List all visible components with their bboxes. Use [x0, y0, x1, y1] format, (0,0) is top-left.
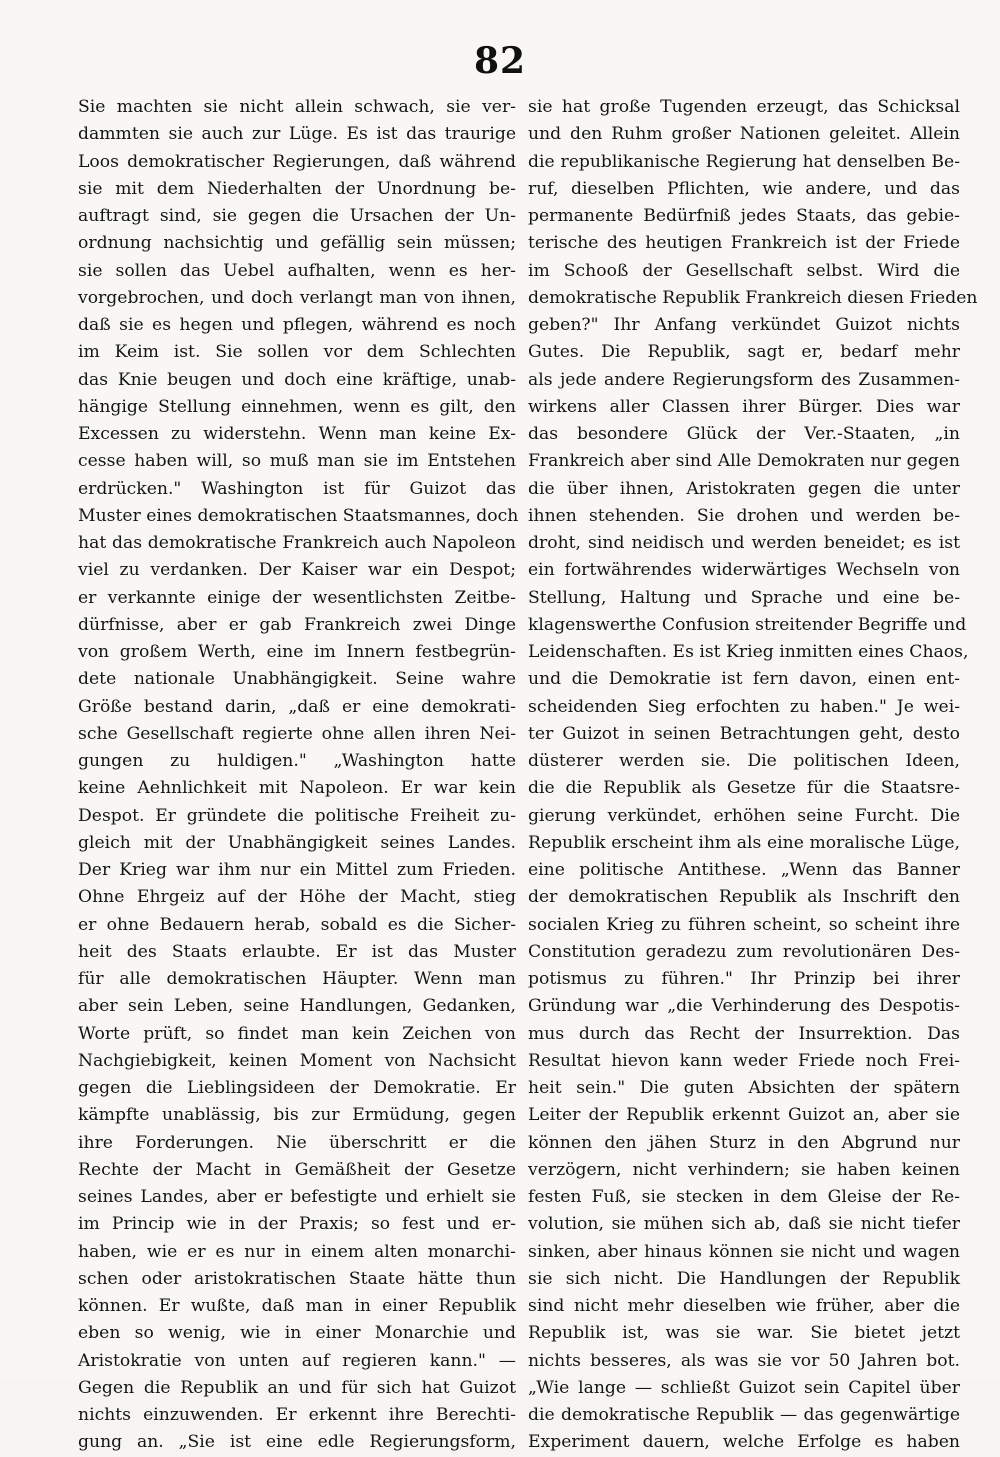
text-line: gungen zu huldigen." „Washington hatte	[78, 751, 516, 771]
text-line: und den Ruhm großer Nationen geleitet. Allein	[528, 124, 960, 145]
text-line: Republik ist, was sie war. Sie bietet jetzt	[528, 1323, 960, 1344]
text-line: sie hat große Tugenden erzeugt, das Schicksal	[528, 97, 960, 117]
text-line: scheidenden Sieg erfochten zu haben." Je wei-	[528, 696, 960, 717]
text-line: ter Guizot in seinen Betrachtungen geht, desto	[528, 723, 960, 744]
text-line: und die Demokratie ist fern davon, einen ent-	[528, 669, 960, 690]
text-line: Größe bestand darin, „daß er eine demokrati-	[78, 696, 516, 717]
text-line: gleich mit der Unabhängigkeit seines Landes.	[78, 832, 516, 853]
text-line: droht, sind neidisch und werden beneidet; es ist	[528, 533, 960, 553]
text-line: Muster eines demokratischen Staatsmannes, doch	[78, 505, 519, 526]
text-line: Nachgiebigkeit, keinen Moment von Nachsicht	[78, 1050, 516, 1071]
text-line: ordnung nachsichtig und gefällig sein müssen;	[78, 233, 516, 254]
text-line: Constitution geradezu zum revolutionären Des-	[528, 941, 960, 962]
text-line: können den jähen Sturz in den Abgrund nur	[528, 1132, 960, 1153]
text-line: Gründung war „die Verhinderung des Despotis-	[528, 996, 960, 1017]
text-line: permanente Bedürfniß jedes Staats, das gebie-	[528, 206, 960, 226]
text-line: haben, wie er es nur in einem alten monarchi-	[78, 1241, 516, 1262]
text-line: terische des heutigen Frankreich ist der Friede	[528, 233, 960, 254]
text-line: das besondere Glück der Ver.-Staaten, „in	[528, 424, 960, 444]
text-line: die die Republik als Gesetze für die Staatsre-	[528, 778, 960, 799]
text-line: verzögern, nicht verhindern; sie haben keinen	[528, 1159, 960, 1180]
text-line: Worte prüft, so findet man kein Zeichen von	[78, 1023, 516, 1044]
text-line: socialen Krieg zu führen scheint, so scheint ihre	[528, 914, 960, 935]
text-line: Gegen die Republik an und für sich hat Guizot	[78, 1377, 516, 1398]
text-line: ihre Forderungen. Nie überschritt er die	[78, 1132, 516, 1153]
text-line: Experiment dauern, welche Erfolge es haben	[528, 1432, 960, 1453]
text-line: Rechte der Macht in Gemäßheit der Gesetze	[78, 1159, 516, 1180]
text-line: eben so wenig, wie in einer Monarchie und	[78, 1323, 516, 1344]
text-line: können. Er wußte, daß man in einer Republik	[78, 1296, 516, 1316]
text-line: Despot. Er gründete die politische Freiheit zu-	[78, 805, 516, 826]
text-line: er verkannte einige der wesentlichsten Zeitbe-	[78, 587, 516, 608]
text-line: mus durch das Recht der Insurrektion. Das	[528, 1023, 960, 1044]
text-line: eine politische Antithese. „Wenn das Banner	[528, 860, 960, 880]
text-line: keine Aehnlichkeit mit Napoleon. Er war kein	[78, 778, 516, 799]
text-line: volution, sie mühen sich ab, daß sie nicht tiefer	[528, 1214, 960, 1235]
text-line: schen oder aristokratischen Staate hätte thun	[78, 1268, 516, 1289]
text-line: daß sie es hegen und pflegen, während es noch	[78, 315, 516, 335]
text-line: heit sein." Die guten Absichten der spätern	[528, 1078, 960, 1098]
text-line: viel zu verdanken. Der Kaiser war ein Despot;	[78, 560, 516, 581]
text-line: hängige Stellung einnehmen, wenn es gilt, den	[78, 396, 516, 417]
text-line: im Princip wie in der Praxis; so fest und er-	[78, 1214, 516, 1235]
text-line: dürfnisse, aber er gab Frankreich zwei Dinge	[78, 614, 516, 635]
text-line: potismus zu führen." Ihr Prinzip bei ihrer	[528, 969, 960, 989]
text-line: demokratische Republik Frankreich diesen Frieden	[528, 287, 978, 308]
text-line: die republikanische Regierung hat denselben Be-	[528, 151, 960, 172]
text-line: Loos demokratischer Regierungen, daß während	[78, 151, 516, 172]
text-line: vorgebrochen, und doch verlangt man von ihnen,	[78, 287, 516, 308]
text-line: das Knie beugen und doch eine kräftige, unab-	[78, 369, 516, 390]
text-line: im Keim ist. Sie sollen vor dem Schlechten	[78, 342, 516, 363]
text-line: gung an. „Sie ist eine edle Regierungsform,	[78, 1432, 516, 1453]
text-line: sinken, aber hinaus können sie nicht und wagen	[528, 1241, 960, 1262]
text-line: die demokratische Republik — das gegenwärtige	[528, 1405, 960, 1425]
text-line: Sie machten sie nicht allein schwach, sie ver-	[78, 97, 516, 117]
text-line: seines Landes, aber er befestigte und erhielt sie	[78, 1187, 516, 1207]
right-text-column	[528, 94, 978, 1457]
text-line: die über ihnen, Aristokraten gegen die unter	[528, 478, 960, 499]
text-line: Leidenschaften. Es ist Krieg inmitten eines Chaos,	[528, 642, 969, 662]
text-line: Gutes. Die Republik, sagt er, bedarf mehr	[528, 342, 960, 363]
text-line: düsterer werden sie. Die politischen Ideen,	[528, 751, 960, 771]
text-line: Frankreich aber sind Alle Demokraten nur gegen	[528, 451, 960, 472]
left-text-column	[78, 94, 519, 1457]
text-line: cesse haben will, so muß man sie im Entstehen	[78, 451, 516, 472]
text-line: heit des Staats erlaubte. Er ist das Muster	[78, 941, 516, 962]
text-line: als jede andere Regierungsform des Zusammen-	[528, 369, 960, 390]
text-line: auftragt sind, sie gegen die Ursachen der Un-	[78, 206, 516, 226]
text-line: Ohne Ehrgeiz auf der Höhe der Macht, stieg	[78, 887, 516, 908]
text-line: Aristokratie von unten auf regieren kann." —	[78, 1350, 516, 1371]
text-line: im Schooß der Gesellschaft selbst. Wird die	[528, 260, 960, 281]
text-line: ihnen stehenden. Sie drohen und werden be-	[528, 505, 960, 526]
text-line: „Wie lange — schließt Guizot sein Capitel über	[528, 1377, 960, 1398]
text-line: ein fortwährendes widerwärtiges Wechseln von	[528, 560, 960, 581]
text-line: gegen die Lieblingsideen der Demokratie. Er	[78, 1078, 516, 1098]
text-line: nichts einzuwenden. Er erkennt ihre Berechti-	[78, 1405, 516, 1425]
page-number: 82	[473, 40, 527, 82]
text-line: sie sich nicht. Die Handlungen der Republik	[528, 1268, 960, 1289]
text-line: geben?" Ihr Anfang verkündet Guizot nichts	[528, 315, 960, 335]
text-line: sie sollen das Uebel aufhalten, wenn es her-	[78, 260, 516, 281]
text-line: der demokratischen Republik als Inschrift den	[528, 887, 960, 908]
text-line: er ohne Bedauern herab, sobald es die Sicher-	[78, 914, 516, 935]
text-line: Republik erscheint ihm als eine moralische Lüge,	[528, 832, 960, 853]
text-line: ruf, dieselben Pflichten, wie andere, und das	[528, 178, 960, 199]
text-line: festen Fuß, sie stecken in dem Gleise der Re-	[528, 1187, 960, 1207]
text-line: Leiter der Republik erkennt Guizot an, aber sie	[528, 1105, 960, 1126]
text-line: sie mit dem Niederhalten der Unordnung be-	[78, 178, 516, 199]
text-line: dammten sie auch zur Lüge. Es ist das traurige	[78, 124, 516, 145]
text-line: sche Gesellschaft regierte ohne allen ihren Nei-	[78, 723, 516, 744]
text-line: klagenswerthe Confusion streitender Begriffe und	[528, 614, 967, 635]
text-line: nichts besseres, als was sie vor 50 Jahren bot.	[528, 1350, 960, 1371]
text-line: hat das demokratische Frankreich auch Napoleon	[78, 533, 516, 553]
text-line: dete nationale Unabhängigkeit. Seine wahre	[78, 669, 516, 690]
text-line: von großem Werth, eine im Innern festbegrün-	[78, 642, 516, 662]
text-line: gierung verkündet, erhöhen seine Furcht. Die	[528, 805, 960, 826]
text-line: erdrücken." Washington ist für Guizot das	[78, 478, 516, 499]
text-line: für alle demokratischen Häupter. Wenn man	[78, 969, 516, 989]
text-line: Excessen zu widerstehn. Wenn man keine Ex-	[78, 424, 516, 444]
text-line: Resultat hievon kann weder Friede noch Frei-	[528, 1050, 960, 1071]
text-line: Stellung, Haltung und Sprache und eine be-	[528, 587, 960, 608]
text-line: sind nicht mehr dieselben wie früher, aber die	[528, 1296, 960, 1316]
text-line: Der Krieg war ihm nur ein Mittel zum Frieden.	[78, 860, 516, 880]
text-line: aber sein Leben, seine Handlungen, Gedanken,	[78, 996, 516, 1017]
text-line: wirkens aller Classen ihrer Bürger. Dies war	[528, 396, 960, 417]
text-line: kämpfte unablässig, bis zur Ermüdung, gegen	[78, 1105, 516, 1126]
